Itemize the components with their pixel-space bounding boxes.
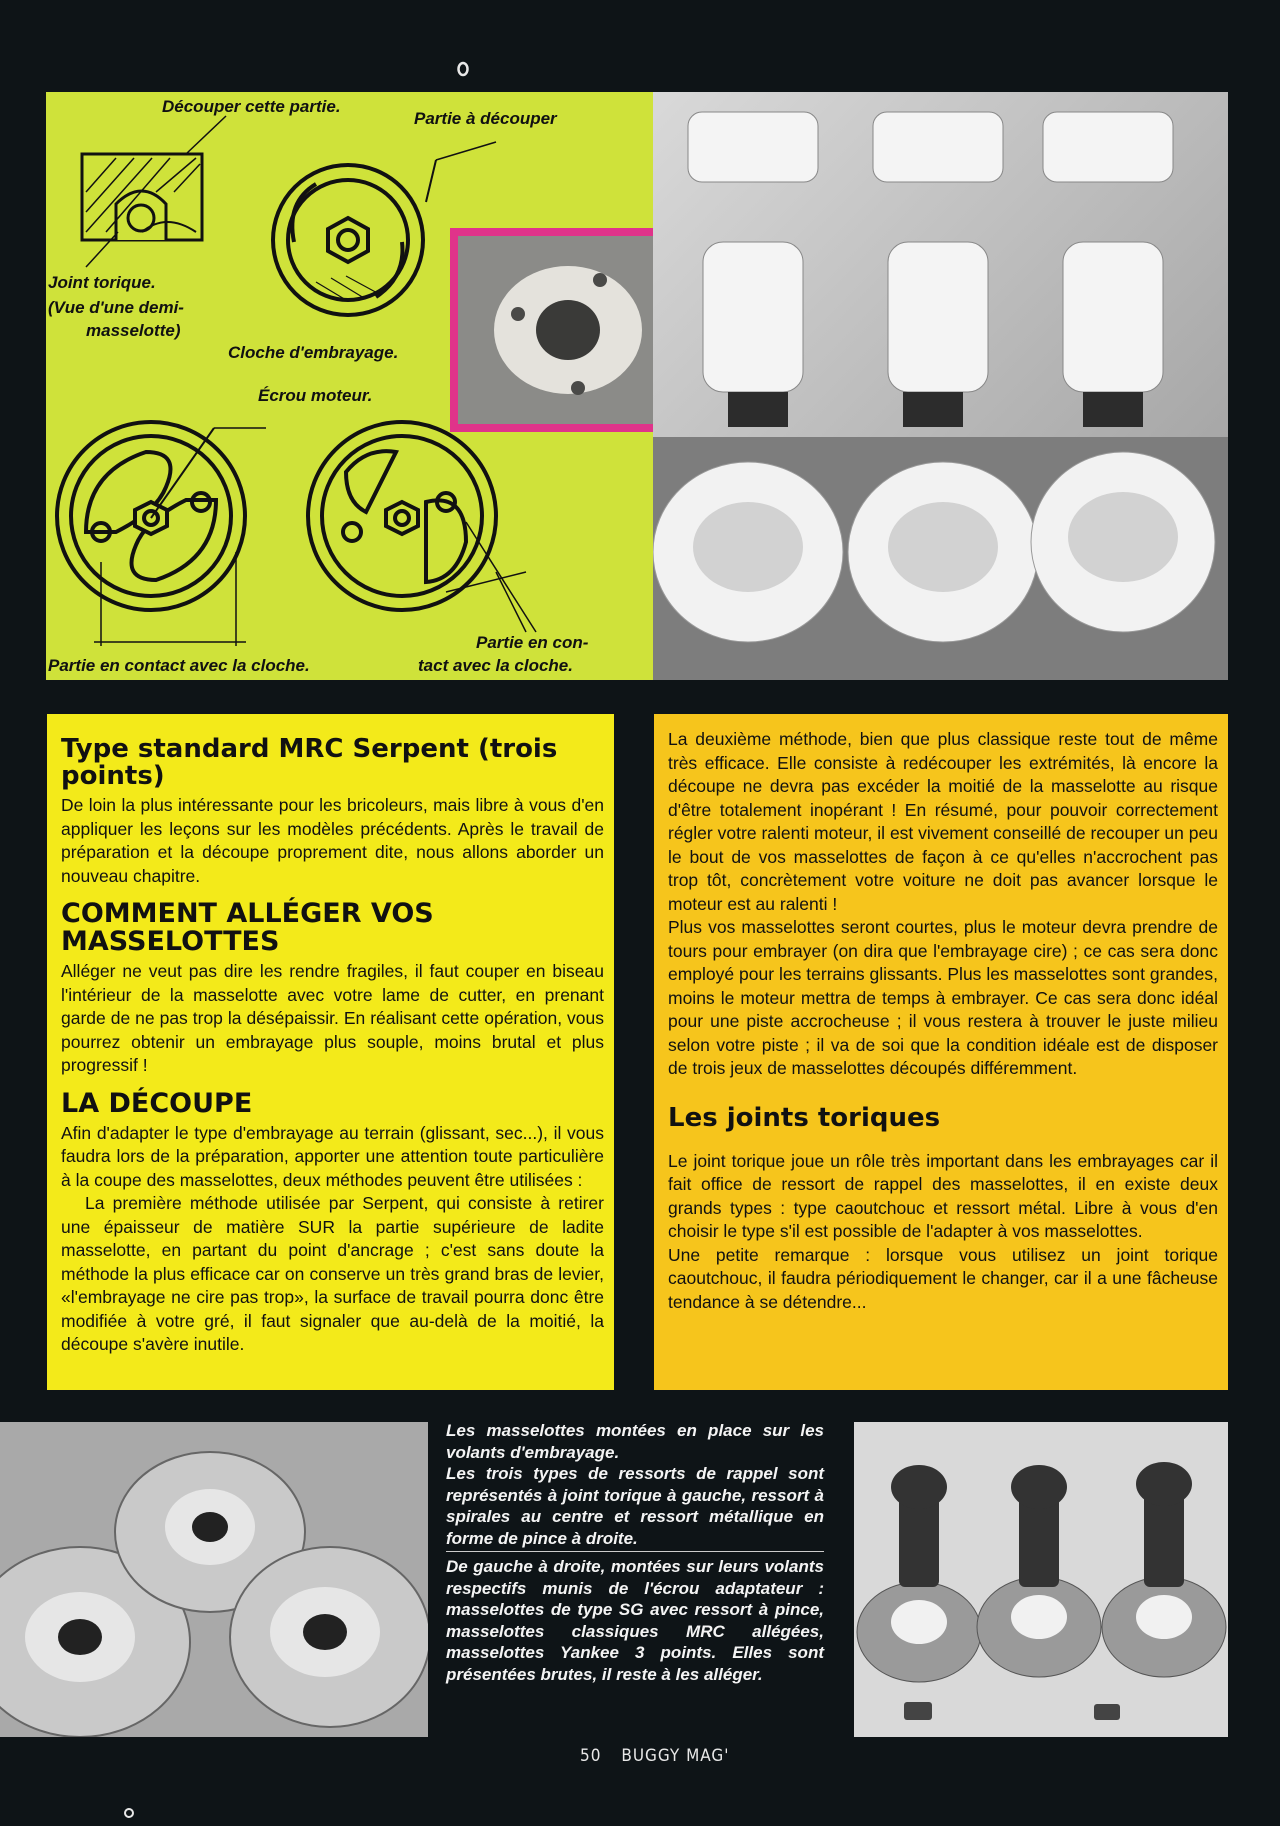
heading-mrc-serpent: Type standard MRC Serpent (trois points) [61, 734, 558, 791]
photo-clutch-assemblies [854, 1422, 1228, 1737]
label-cut-part: Découper cette partie. [162, 97, 341, 116]
label-contact-right-2: tact avec la cloche. [418, 656, 573, 675]
paragraph-remark: Une petite remarque : lorsque vous utilisez un joint torique caoutchouc, il faudra périodiquement le changer, car il a une fâcheuse tendance à se détendre... [668, 1244, 1218, 1312]
registration-mark-bottom [122, 1806, 136, 1820]
caption-spring-types: Les trois types de ressorts de rappel sont représentés à joint torique à gauche, ressort à spirales au centre et ressort métallique en forme de pince à droite. [446, 1464, 824, 1548]
half-masselotte-section [82, 116, 226, 267]
caption-left-to-right: De gauche à droite, montées sur leurs volants respectifs munis de l'écrou adaptateur : masselottes de type SG avec ressort à pince, masselottes classiques MRC allégées, masselottes Yankee 3 points. Elles sont présentées brutes, il reste à les alléger. [446, 1557, 824, 1684]
label-clutch-bell: Cloche d'embrayage. [228, 343, 399, 362]
magazine-name: BUGGY MAG' [621, 1746, 730, 1766]
paragraph-cutting: Afin d'adapter le type d'embrayage au terrain (glissant, sec...), il vous faudra lors de la préparation, apporter une attention toute particulière à la coupe des masselottes, deux méthodes peuvent être utilisées : [61, 1122, 604, 1190]
heading-o-rings: Les joints toriques [668, 1102, 941, 1133]
label-contact-right-1: Partie en con- [476, 633, 589, 652]
label-o-ring: Joint torique. [48, 273, 156, 292]
paragraph-o-rings: Le joint torique joue un rôle très important dans les embrayages car il fait office de ressort de rappel des masselottes, il en existe deux grands types : type caoutchouc et ressort métal. Libre à vous d'en choisir le type s'il est possible de l'adapter à vos masselottes. [668, 1150, 1218, 1241]
caption-divider [446, 1551, 824, 1552]
photo-masselottes-top [653, 92, 1228, 680]
photo-flywheels-drawing [0, 1422, 428, 1737]
label-contact-left: Partie en contact avec la cloche. [48, 656, 310, 675]
label-half-view-2: masselotte) [86, 321, 181, 340]
label-half-view: (Vue d'une demi- [48, 298, 184, 317]
right-text-panel [654, 714, 1228, 1390]
paragraph-intro: De loin la plus intéressante pour les bricoleurs, mais libre à vous d'en appliquer les leçons sur les modèles précédents. Après le travail de préparation et la découpe proprement dite, nous allons aborder un nouveau chapitre. [61, 795, 604, 886]
paragraph-first-method: La première méthode utilisée par Serpent, qui consiste à retirer une épaisseur de matière SUR la partie supérieure de ladite masselotte, en partant du point d'ancrage ; c'est sans doute la méthode la plus efficace car on conserve un très grand bras de levier, «l'embrayage ne cire pas trop», la surface de travail pourra donc être modifiée à votre gré, il faut signaler que au-delà de la moitié, la découpe s'avère inutile. [61, 1193, 604, 1354]
label-part-to-cut: Partie à découper [414, 109, 557, 128]
paragraph-second-method: La deuxième méthode, bien que plus classique reste tout de même très efficace. Elle consiste à redécouper les extrémités, là encore la découpe ne devra pas excéder la moitié de la masselotte au risque d'être totalement inopérant ! En résumé, pour pouvoir correctement régler votre ralenti moteur, il est vivement conseillé de recouper un peu le bout de vos masselottes de façon à ce qu'elles n'accrochent pas trop tôt, concrètement votre voiture ne doit pas avancer lorsque le moteur est au ralenti ! [668, 729, 1218, 914]
heading-lighten: COMMENT ALLÉGER VOS MASSELOTTES [61, 898, 434, 957]
photo-clutch-assemblies-drawing [854, 1422, 1228, 1737]
label-engine-nut: Écrou moteur. [258, 386, 373, 405]
heading-cutting: LA DÉCOUPE [61, 1087, 253, 1119]
page-number: 50 [580, 1746, 602, 1766]
paragraph-lighten: Alléger ne veut pas dire les rendre fragiles, il faut couper en biseau l'intérieur de la masselotte avec votre lame de cutter, en prenant garde de ne pas trop la désépaissir. En réalisant cette opération, vous pourrez obtenir un embrayage plus souple, moins brutal et plus progressif ! [61, 961, 604, 1075]
page-footer [580, 1746, 730, 1766]
clutch-shoe-bottom-left [57, 422, 266, 646]
clutch-shoe-bottom-right [308, 422, 536, 632]
registration-mark-top [456, 60, 470, 78]
left-text-panel [47, 714, 614, 1390]
photo-flywheels [0, 1422, 428, 1737]
photo-masselottes-drawing [653, 92, 1228, 680]
photo-captions [446, 1420, 824, 1685]
caption-mounted: Les masselottes montées en place sur les volants d'embrayage. [446, 1421, 824, 1462]
paragraph-short-long: Plus vos masselottes seront courtes, plus le moteur devra prendre de tours pour embrayer (on dira que l'embrayage cire) ; ce cas sera donc employé pour les terrains glissants. Plus les masselottes sont grandes, moins le moteur mettra de temps à embrayer. Ce cas sera donc idéal pour une piste accrocheuse ; il vous restera à trouver le juste milieu selon votre piste ; il va de soi que la condition idéale est de disposer de trois jeux de masselottes découpés différemment. [668, 917, 1218, 1078]
